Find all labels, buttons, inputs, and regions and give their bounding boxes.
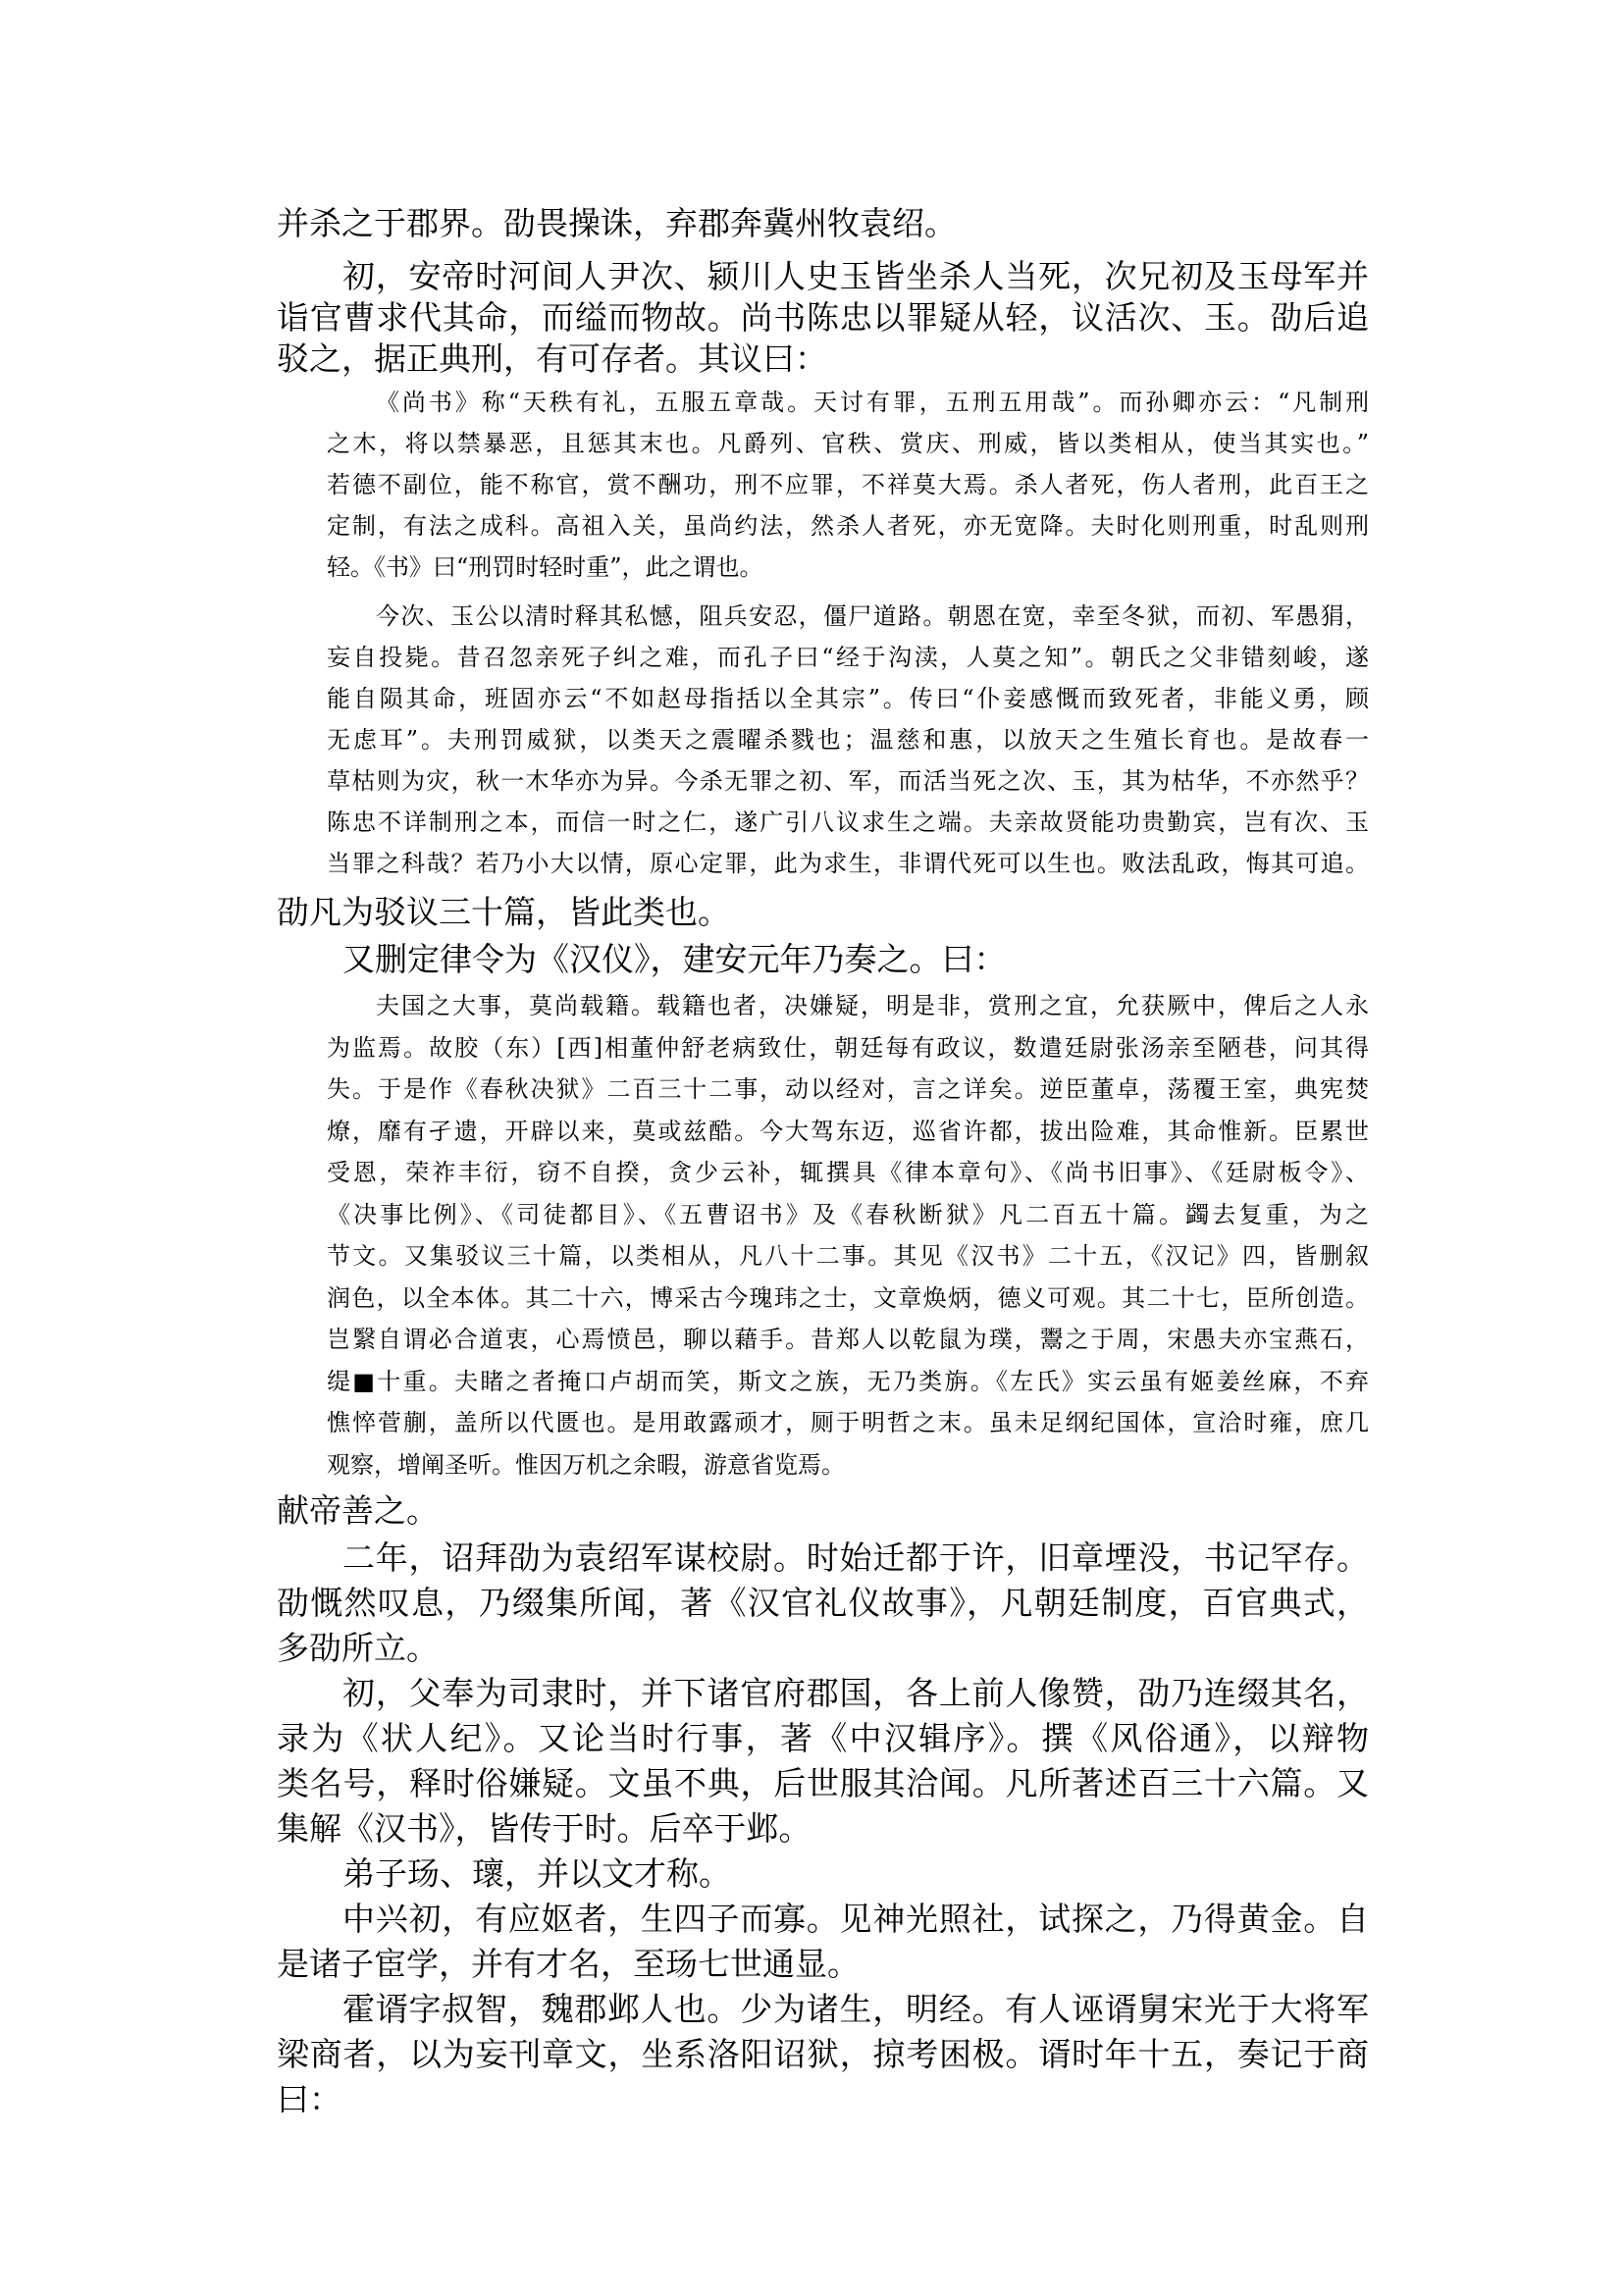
body-line: 集解《汉书》，皆传于时。后卒于邺。 [277, 1809, 812, 1848]
quoted-line: 夫国之大事，莫尚载籍。载籍也者，决嫌疑，明是非，赏刑之宜，允获厥中，俾后之人永 [376, 992, 1369, 1019]
body-line: 二年，诏拜劭为袁绍军谋校尉。时始迁都于许，旧章堙没，书记罕存。 [342, 1538, 1369, 1577]
quoted-line: 陈忠不详制刑之本，而信一时之仁，遂广引八议求生之端。夫亲故贤能功贵勤宾，岂有次、玉 [327, 808, 1369, 836]
body-line: 是诸子宦学，并有才名，至玚七世通显。 [277, 1945, 860, 1983]
quoted-line: 若德不副位，能不称官，赏不酬功，刑不应罪，不祥莫大焉。杀人者死，伤人者刑，此百王之 [327, 471, 1369, 498]
body-line: 劭慨然叹息，乃缀集所闻，著《汉官礼仪故事》，凡朝廷制度，百官典式， [277, 1584, 1369, 1622]
quoted-line: 为监焉。故胶（东）[西]相董仲舒老病致仕，朝廷每有政议，数遣廷尉张汤亲至陋巷，问其得 [327, 1034, 1369, 1062]
quoted-line: 受恩，荣祚丰衍，窃不自揆，贪少云补，辄撰具《律本章句》、《尚书旧事》、《廷尉板令》、 [327, 1159, 1369, 1186]
quoted-line: 能自陨其命，班固亦云“不如赵母指括以全其宗”。传曰“仆妾感慨而致死者，非能义勇，顾 [327, 685, 1369, 712]
body-line: 并杀之于郡界。劭畏操诛，弃郡奔冀州牧袁绍。 [277, 204, 957, 242]
body-line: 驳之，据正典刑，有可存者。其议曰： [277, 339, 827, 378]
body-line: 初，安帝时河间人尹次、颍川人史玉皆坐杀人当死，次兄初及玉母军并 [342, 257, 1369, 295]
body-line: 劭凡为驳议三十篇，皆此类也。 [277, 893, 730, 931]
body-line: 弟子玚、瓌，并以文才称。 [342, 1854, 731, 1893]
body-line: 献帝善之。 [277, 1491, 439, 1530]
quoted-line: 观察，增阐圣听。惟因万机之余暇，游意省览焉。 [327, 1451, 845, 1479]
body-line: 曰： [277, 2080, 341, 2118]
quoted-line: 节文。又集驳议三十篇，以类相从，凡八十二事。其见《汉书》二十五，《汉记》四，皆删叙 [327, 1242, 1369, 1270]
quoted-line: 憔悴菅蒯，盖所以代匮也。是用敢露顽才，厕于明哲之末。虽未足纲纪国体，宣洽时雍，庶几 [327, 1409, 1369, 1436]
quoted-line: 润色，以全本体。其二十六，博采古今瑰玮之士，文章焕炳，德义可观。其二十七，臣所创造。 [327, 1284, 1369, 1312]
quoted-line: 妄自投毙。昔召忽亲死子纠之难，而孔子曰“经于沟渎，人莫之知”。朝氏之父非错刻峻，遂 [327, 644, 1369, 671]
quoted-line: 《尚书》称“天秩有礼，五服五章哉。天讨有罪，五刑五用哉”。而孙卿亦云：“凡制刑 [376, 389, 1369, 416]
quoted-line: 之木，将以禁暴恶，且惩其末也。凡爵列、官秩、赏庆、刑威，皆以类相从，使当其实也。” [327, 430, 1369, 457]
body-line: 霍谞字叔智，魏郡邺人也。少为诸生，明经。有人诬谞舅宋光于大将军 [342, 1990, 1369, 2028]
quoted-line: 草枯则为灾，秋一木华亦为异。今杀无罪之初、军，而活当死之次、玉，其为枯华，不亦然乎？ [327, 767, 1369, 795]
quoted-line: 《决事比例》、《司徒都目》、《五曹诏书》及《春秋断狱》凡二百五十篇。蠲去复重，为之 [327, 1201, 1369, 1228]
quoted-line: 当罪之科哉？若乃小大以情，原心定罪，此为求生，非谓代死可以生也。败法乱政，悔其可追。 [327, 850, 1369, 877]
body-line: 类名号，释时俗嫌疑。文虽不典，后世服其洽闻。凡所著述百三十六篇。又 [277, 1764, 1369, 1802]
body-line: 初，父奉为司隶时，并下诸官府郡国，各上前人像赞，劭乃连缀其名， [342, 1674, 1369, 1712]
body-line: 梁商者，以为妄刊章文，坐系洛阳诏狱，掠考困极。谞时年十五，奏记于商 [277, 2035, 1369, 2073]
body-line: 多劭所立。 [277, 1629, 439, 1667]
quoted-line: 无虑耳”。夫刑罚威狱，以类天之震曜杀戮也；温慈和惠，以放天之生殖长育也。是故春一 [327, 726, 1369, 754]
quoted-line: 燎，靡有孑遗，开辟以来，莫或兹酷。今大驾东迈，巡省许都，拔出险难，其命惟新。臣累世 [327, 1118, 1369, 1145]
quoted-line: 今次、玉公以清时释其私憾，阻兵安忍，僵尸道路。朝恩在宽，幸至冬狱，而初、军愚狷， [376, 602, 1369, 630]
quoted-line: 失。于是作《春秋决狱》二百三十二事，动以经对，言之详矣。逆臣董卓，荡覆王室，典宪焚 [327, 1075, 1369, 1103]
quoted-line: 岂繄自谓必合道衷，心焉愤邑，聊以藉手。昔郑人以乾鼠为璞，鬻之于周，宋愚夫亦宝燕石， [327, 1326, 1369, 1353]
quoted-line: 轻。《书》曰“刑罚时轻时重”，此之谓也。 [327, 553, 763, 581]
body-line: 诣官曹求代其命，而缢而物故。尚书陈忠以罪疑从轻，议活次、玉。劭后追 [277, 298, 1369, 337]
quoted-line: 定制，有法之成科。高祖入关，虽尚约法，然杀人者死，亦无宽降。夫时化则刑重，时乱则刑 [327, 512, 1369, 540]
body-line: 中兴初，有应妪者，生四子而寡。见神光照社，试探之，乃得黄金。自 [342, 1900, 1369, 1938]
body-line: 录为《状人纪》。又论当时行事，著《中汉辑序》。撰《风俗通》，以辩物 [277, 1719, 1369, 1757]
quoted-line: 缇■十重。夫睹之者掩口卢胡而笑，斯文之族，无乃类旃。《左氏》实云虽有姬姜丝麻，不弃 [327, 1368, 1369, 1395]
body-line: 又删定律令为《汉仪》，建安元年乃奏之。曰： [342, 940, 1007, 978]
